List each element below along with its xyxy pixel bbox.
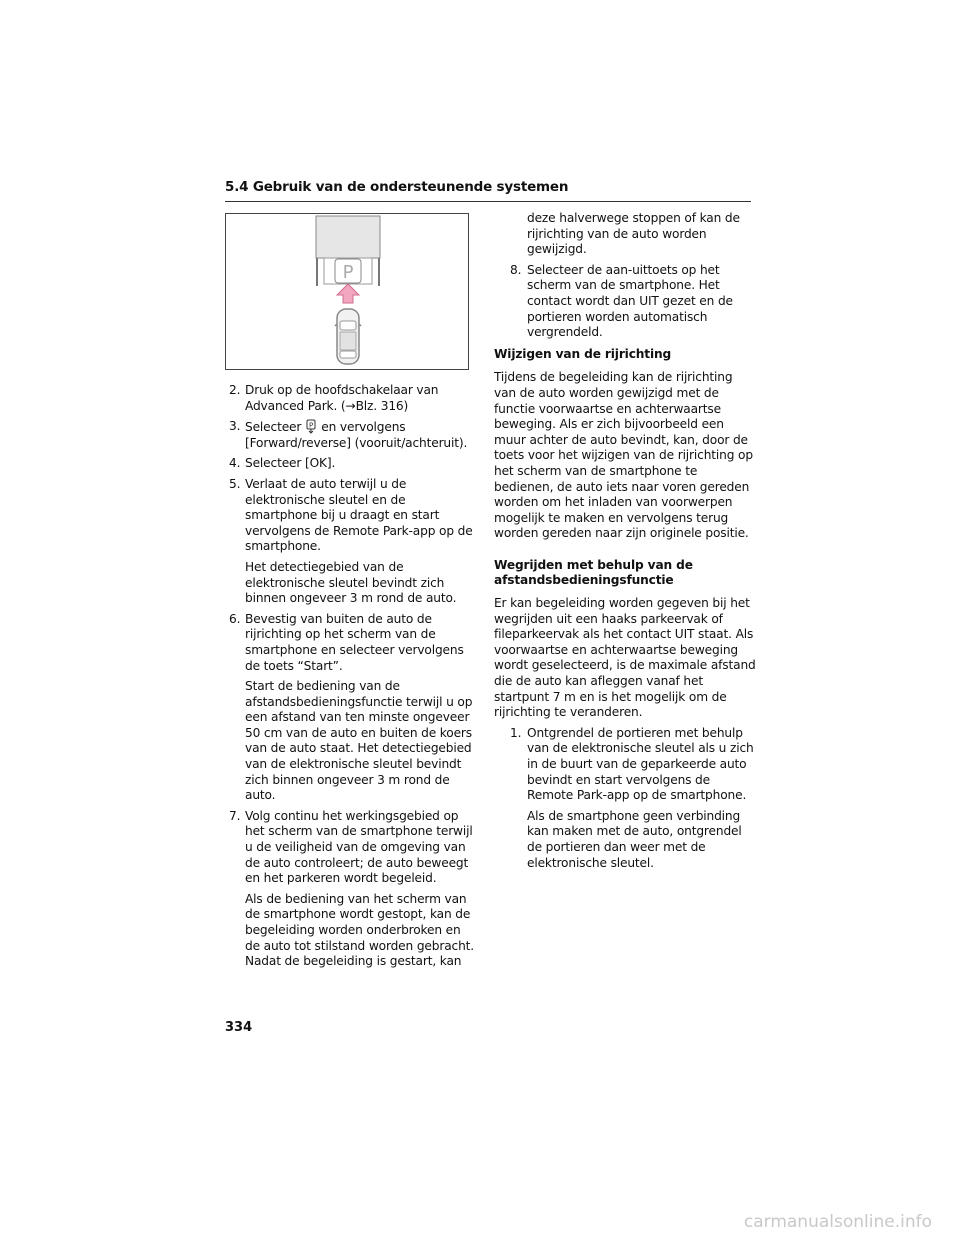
step-text: Selecteer [OK]. — [245, 456, 336, 471]
step-text: Druk op de hoofdschakelaar van Advanced Park. (→Blz. 316) — [245, 383, 439, 413]
paragraph-remote-exit: Er kan begeleiding worden gegeven bij het wegrijden uit een haaks parkeervak of fileparkeervak als het contact UIT staat. Als voorwaartse en achterwaartse beweging wordt geselecteerd, is de maximale afstand die de auto kan afleggen vanaf het startpunt 7 m en is het mogelijk om de rijrichting te veranderen. — [494, 596, 756, 720]
step-text: Bevestig van buiten de auto de rijrichting op het scherm van de smartphone en selecteer vervolgens de toets “Start”. — [245, 611, 464, 673]
step-text: Ontgrendel de portieren met behulp van de elektronische sleutel als u zich in de buurt van de geparkeerde auto bevindt en start vervolgens de Remote Park-app op de smartphone. — [527, 725, 754, 803]
forward-arrow — [337, 284, 359, 303]
watermark: carmanualsonline.info — [743, 1212, 932, 1232]
right-column — [494, 211, 758, 876]
substep-1 — [510, 726, 758, 871]
step-text-after: en vervolgens [Forward/reverse] (vooruit/achteruit). — [245, 420, 468, 450]
step-number: 4. — [229, 456, 241, 471]
front-obstacle — [316, 216, 380, 258]
parking-illustration — [225, 213, 469, 370]
step-6 — [229, 612, 479, 804]
car-roof — [340, 332, 356, 350]
step-7 — [229, 809, 479, 970]
step-note: Als de smartphone geen verbinding kan maken met de auto, ontgrendel de portieren dan weer met de elektronische sleutel. — [527, 808, 742, 870]
step-8 — [510, 263, 758, 341]
step-number: 8. — [510, 262, 522, 277]
header-rule — [225, 201, 751, 202]
car-windshield — [340, 321, 356, 330]
svg-text:P: P — [309, 421, 314, 430]
step-2 — [229, 383, 479, 414]
remote-park-icon — [305, 419, 317, 434]
step-number: 5. — [229, 476, 241, 491]
step-text: Selecteer de aan-uittoets op het scherm van de smartphone. Het contact wordt dan UIT gezet en de portieren worden automatisch vergrendeld. — [527, 262, 733, 340]
step-number: 6. — [229, 611, 241, 626]
left-column — [229, 383, 479, 975]
step-text: Volg continu het werkingsgebied op het scherm van de smartphone terwijl u de veiligheid van de omgeving van de auto controleert; de auto beweegt en het parkeren wordt begeleid. — [245, 808, 473, 886]
heading-change-direction: Wijzigen van de rijrichting — [494, 346, 672, 361]
step-note: Als de bediening van het scherm van de smartphone wordt gestopt, kan de begeleiding worden onderbroken en de auto tot stilstand worden gebracht. Nadat de begeleiding is gestart, kan — [245, 891, 475, 969]
paragraph-change-direction: Tijdens de begeleiding kan de rijrichting van de auto worden gewijzigd met de functie voorwaartse en achterwaartse beweging. Als er zich bijvoorbeeld een muur achter de auto bevindt, kan, door de toets voor het wijzigen van de rijrichting op het scherm van de smartphone te bedienen, de auto iets naar voren gereden worden om het inladen van voorwerpen mogelijk te maken en vervolgens terug worden gereden naar zijn originele positie. — [494, 370, 753, 541]
step-text: Verlaat de auto terwijl u de elektronische sleutel en de smartphone bij u draagt en start vervolgens de Remote Park-app op de smartphone. — [245, 476, 473, 554]
step-4 — [229, 456, 479, 472]
parking-diagram — [226, 214, 468, 369]
step-note: Het detectiegebied van de elektronische sleutel bevindt zich binnen ongeveer 3 m rond de auto. — [245, 559, 457, 606]
step-number: 1. — [510, 725, 522, 740]
step-number: 7. — [229, 808, 241, 823]
step-5 — [229, 477, 479, 607]
step-number: 3. — [229, 419, 241, 434]
step-3 — [229, 419, 479, 451]
step-note: Start de bediening van de afstandsbedieningsfunctie terwijl u op een afstand van ten minste ongeveer 50 cm van de auto en buiten de koers van de auto staat. Het detectiegebied van de elektronische sleutel bevindt zich binnen ongeveer 3 m rond de auto. — [245, 679, 473, 803]
parking-letter: P — [342, 262, 354, 283]
section-title: 5.4 Gebruik van de ondersteunende systemen — [225, 179, 569, 195]
heading-remote-exit: Wegrijden met behulp van de afstandsbedieningsfunctie — [494, 557, 693, 588]
step-number: 2. — [229, 383, 241, 397]
page-number: 334 — [225, 1020, 253, 1035]
step-text-before: Selecteer — [245, 420, 302, 435]
step-text — [245, 419, 479, 451]
car-rear-window — [340, 351, 356, 358]
step-7-continued: deze halverwege stoppen of kan de rijrichting van de auto worden gewijzigd. — [527, 211, 740, 257]
